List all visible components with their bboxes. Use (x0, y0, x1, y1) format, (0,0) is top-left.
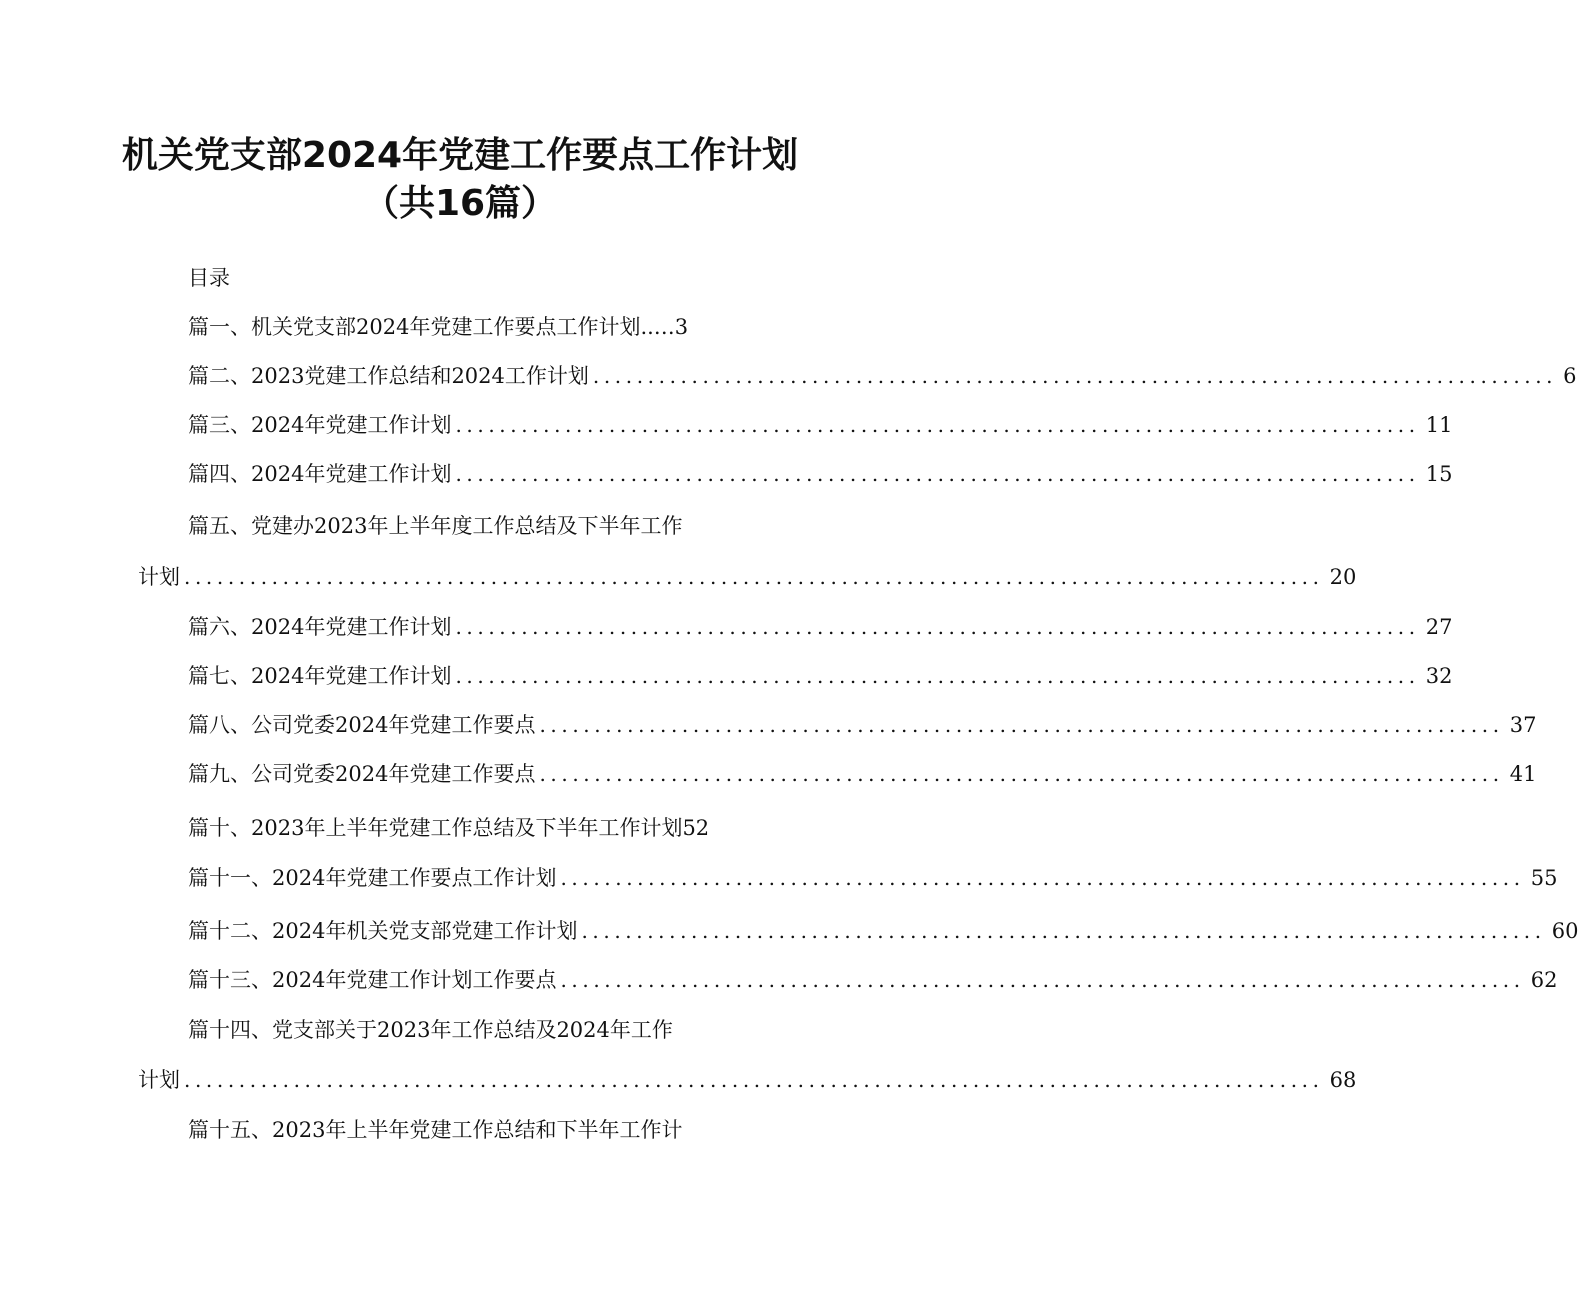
toc-entry-text: 篇十五、2023年上半年党建工作总结和下半年工作计 (188, 1118, 683, 1142)
toc-entry-text-continued: 计划 (138, 565, 180, 589)
toc-entry-text: 篇四、2024年党建工作计划 (188, 462, 452, 486)
toc-entry-text: 篇七、2024年党建工作计划 (188, 664, 452, 688)
toc-entry-text: 篇三、2024年党建工作计划 (188, 413, 452, 437)
toc-entry-10 (188, 814, 709, 842)
toc-page-number: 60 (1551, 919, 1578, 943)
toc-page-number: 37 (1509, 713, 1537, 737)
toc-leader-dots: ........................................................................................ (455, 413, 1420, 437)
toc-leader-dots: ........................................................................................ (539, 762, 1504, 786)
toc-entry-text: 篇一、机关党支部2024年党建工作要点工作计划..…3 (188, 315, 689, 339)
toc-entry-text: 篇十三、2024年党建工作计划工作要点 (188, 968, 557, 992)
toc-entry-6 (188, 613, 1453, 641)
toc-leader-dots: ........................................................................................ (539, 713, 1504, 737)
toc-entry-1 (188, 313, 688, 341)
toc-page-number: 20 (1329, 565, 1357, 589)
toc-entry-9 (188, 760, 1537, 788)
toc-leader-dots: ........................................................................................ (560, 866, 1525, 890)
toc-entry-text: 篇八、公司党委2024年党建工作要点 (188, 713, 536, 737)
toc-entry-text: 篇六、2024年党建工作计划 (188, 615, 452, 639)
toc-entry-5 (188, 512, 682, 540)
document-title: 机关党支部2024年党建工作要点工作计划 (121, 135, 799, 176)
toc-leader-dots: ........................................................................................ (455, 462, 1420, 486)
toc-page-number: 32 (1425, 664, 1453, 688)
toc-leader-dots: ........................................................................................ (592, 364, 1558, 388)
toc-entry-text-continued: 计划 (138, 1068, 180, 1092)
toc-entry-text: 篇十一、2024年党建工作要点工作计划 (188, 866, 557, 890)
document-subtitle: （共16篇） (362, 183, 558, 224)
toc-entry-text: 篇十、2023年上半年党建工作总结及下半年工作计划52 (188, 816, 710, 840)
toc-leader-dots: ........................................................................................ (560, 968, 1525, 992)
toc-entry-text: 篇九、公司党委2024年党建工作要点 (188, 762, 536, 786)
toc-page-number: 41 (1509, 762, 1537, 786)
toc-entry-text: 篇五、党建办2023年上半年度工作总结及下半年工作 (188, 514, 683, 538)
toc-entry-13 (188, 966, 1558, 994)
toc-page-number: 6 (1563, 364, 1577, 388)
toc-entry-11 (188, 864, 1558, 892)
toc-page-number: 55 (1530, 866, 1558, 890)
toc-page-number: 68 (1329, 1068, 1357, 1092)
toc-leader-dots: ........................................................................................................ (184, 565, 1324, 589)
toc-entry-text: 篇十四、党支部关于2023年工作总结及2024年工作 (188, 1018, 673, 1042)
toc-page-number: 15 (1425, 462, 1453, 486)
toc-page-number: 11 (1425, 413, 1453, 437)
toc-entry-text: 篇十二、2024年机关党支部党建工作计划 (188, 919, 578, 943)
toc-entry-3 (188, 411, 1453, 439)
toc-entry-text: 篇二、2023党建工作总结和2024工作计划 (188, 364, 589, 388)
toc-entry-4 (188, 460, 1453, 488)
toc-page-number: 27 (1425, 615, 1453, 639)
toc-leader-dots: ........................................................................................ (455, 615, 1420, 639)
toc-leader-dots: ........................................................................................ (455, 664, 1420, 688)
toc-leader-dots: ........................................................................................................ (184, 1068, 1324, 1092)
toc-entry-14 (188, 1016, 673, 1044)
toc-entry-7 (188, 662, 1453, 690)
toc-entry-15 (188, 1116, 682, 1144)
toc-heading: 目录 (188, 266, 230, 290)
toc-leader-dots: ........................................................................................ (581, 919, 1546, 943)
toc-entry-8 (188, 711, 1537, 739)
toc-entry-14-continuation (138, 1066, 1357, 1094)
toc-entry-5-continuation (138, 563, 1357, 591)
toc-page-number: 62 (1530, 968, 1558, 992)
toc-entry-12 (188, 917, 1578, 945)
toc-entry-2 (188, 362, 1577, 390)
